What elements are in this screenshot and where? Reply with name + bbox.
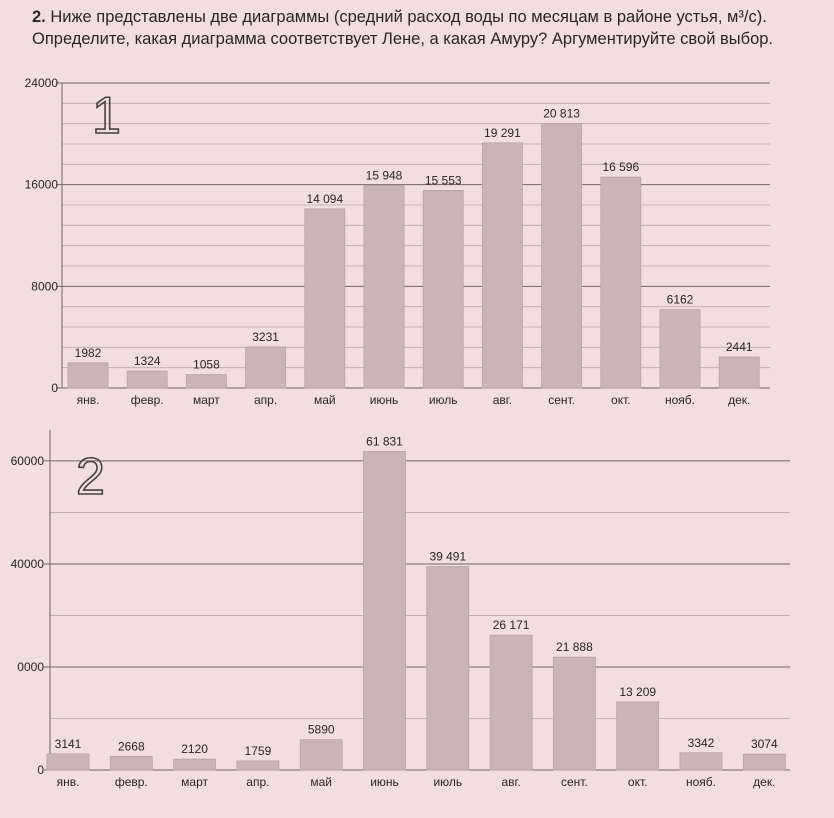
x-tick-label: окт.: [611, 393, 631, 407]
bar-май: [300, 740, 342, 770]
bar-value-label: 5890: [307, 722, 335, 737]
x-tick-label: нояб.: [685, 775, 717, 789]
y-tick-label: 40000: [10, 556, 44, 571]
y-tick-label: 0000: [17, 659, 44, 674]
x-tick-label: март: [192, 393, 220, 407]
bar-value-label: 1058: [193, 357, 220, 372]
bar-июль: [423, 190, 463, 388]
x-tick-label: апр.: [254, 393, 278, 407]
x-tick-label: дек.: [728, 393, 751, 407]
bar-value-label: 19 291: [484, 125, 521, 140]
bar-value-label: 3141: [54, 736, 82, 751]
bar-value-label: 15 553: [424, 173, 462, 188]
bar-июль: [427, 567, 469, 770]
bar-окт.: [617, 702, 659, 770]
x-tick-label: май: [313, 393, 336, 407]
x-tick-label: февр.: [130, 393, 164, 407]
bar-value-label: 3231: [252, 329, 279, 344]
bar-value-label: 1324: [133, 354, 161, 369]
x-tick-label: март: [181, 775, 209, 789]
x-tick-label: июнь: [370, 775, 399, 789]
x-tick-label: февр.: [114, 775, 148, 789]
bar-март: [174, 759, 216, 770]
x-tick-label: июль: [433, 775, 463, 789]
bar-value-label: 26 171: [492, 618, 530, 633]
y-tick-label: 16000: [24, 177, 58, 192]
bar-сент.: [553, 657, 595, 770]
x-tick-label: апр.: [246, 775, 270, 789]
chart-2: [0, 430, 834, 810]
bar-value-label: 1982: [74, 345, 102, 360]
bar-value-label: 2668: [117, 739, 145, 754]
y-tick-label: 60000: [10, 453, 44, 468]
bar-value-label: 21 888: [556, 640, 593, 655]
bar-value-label: 3342: [687, 735, 715, 750]
bar-value-label: 2120: [181, 742, 208, 757]
x-tick-label: май: [310, 775, 333, 789]
bar-янв.: [47, 754, 89, 770]
bar-май: [305, 209, 345, 388]
x-tick-label: янв.: [56, 775, 80, 789]
bar-окт.: [601, 177, 641, 388]
y-tick-label: 8000: [31, 279, 58, 294]
bar-апр.: [246, 347, 286, 388]
bar-дек.: [743, 754, 785, 770]
bar-value-label: 20 813: [543, 106, 580, 121]
question-number: 2.: [32, 8, 46, 26]
bar-value-label: 15 948: [365, 168, 403, 183]
bar-нояб.: [660, 310, 700, 388]
x-tick-label: июль: [428, 393, 458, 407]
bar-value-label: 61 831: [366, 434, 403, 449]
bar-value-label: 1759: [244, 743, 272, 758]
chart-1: [0, 78, 834, 418]
bar-сент.: [542, 124, 582, 388]
y-tick-label: 0: [37, 763, 44, 777]
bar-value-label: 3074: [750, 737, 778, 752]
bar-value-label: 13 209: [619, 684, 657, 699]
x-tick-label: авг.: [501, 775, 521, 789]
bar-янв.: [68, 363, 108, 388]
bar-февр.: [127, 371, 167, 388]
x-tick-label: дек.: [753, 775, 776, 789]
bar-июнь: [364, 185, 404, 388]
x-tick-label: авг.: [492, 393, 513, 407]
x-tick-label: сент.: [560, 775, 588, 789]
x-tick-label: янв.: [76, 393, 100, 407]
bar-дек.: [719, 357, 759, 388]
x-tick-label: окт.: [627, 775, 648, 789]
bar-февр.: [110, 756, 152, 770]
y-tick-label: 24000: [24, 78, 58, 90]
bar-value-label: 39 491: [429, 549, 467, 564]
bar-июнь: [364, 451, 406, 770]
chart-number-label: 1: [92, 87, 121, 145]
bar-апр.: [237, 761, 279, 770]
x-tick-label: нояб.: [664, 393, 696, 407]
bar-value-label: 2441: [725, 339, 753, 354]
question-text-block: [32, 6, 802, 50]
x-tick-label: сент.: [548, 393, 576, 407]
y-tick-label: 0: [51, 381, 58, 395]
question-text: Ниже представлены две диаграммы (средний расход воды по месяцам в районе устья, м³/с). Определите, какая диаграмма соответствует Лене, а какая Амуру? Аргументируйте свой выбор.: [32, 8, 774, 48]
bar-нояб.: [680, 753, 722, 770]
chart-number-label: 2: [76, 448, 105, 506]
bar-value-label: 6162: [666, 292, 694, 307]
bar-value-label: 16 596: [602, 160, 640, 175]
bar-авг.: [482, 143, 522, 388]
bar-авг.: [490, 635, 532, 770]
bar-value-label: 14 094: [306, 191, 344, 206]
x-tick-label: июнь: [369, 393, 399, 407]
bar-март: [186, 375, 226, 388]
